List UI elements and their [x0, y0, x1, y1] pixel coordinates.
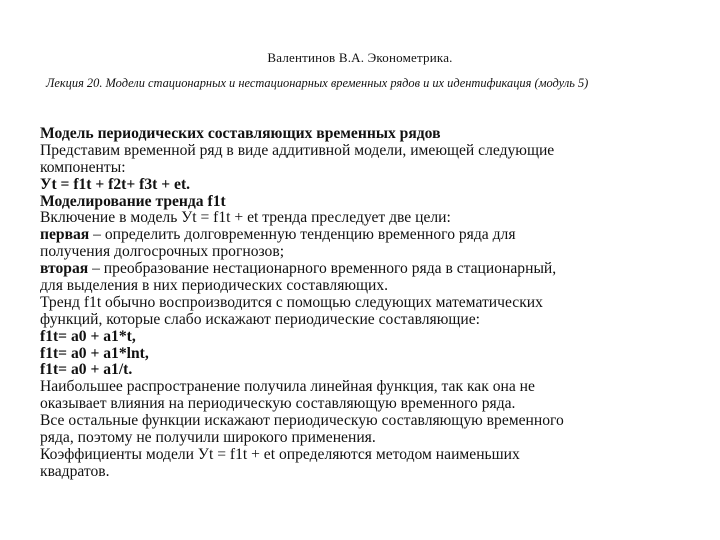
text-line: Коэффициенты модели Уt = f1t + et определяются методом наименьших: [40, 445, 520, 463]
text-line: получения долгосрочных прогнозов;: [40, 243, 285, 261]
text-line: ряда, поэтому не получили широкого применения.: [40, 429, 376, 447]
trend-subtitle: Моделирование тренда f1t: [40, 192, 226, 210]
model-formula: Уt = f1t + f2t+ f3t + et.: [40, 175, 191, 193]
first-goal-label: первая: [40, 226, 90, 244]
text-line: компоненты:: [40, 158, 126, 176]
text-line: квадратов.: [40, 462, 110, 480]
header-author-title: Валентинов В.А. Эконометрика.: [267, 50, 453, 65]
text-line: оказывает влияния на периодическую составляющую временного ряда.: [40, 395, 516, 413]
text-line: функций, которые слабо искажают периодические составляющие:: [40, 310, 480, 328]
second-goal-text: – преобразование нестационарного временного ряда в стационарный,: [88, 260, 557, 278]
second-goal-label: вторая: [40, 260, 89, 278]
first-goal-text: – определить долговременную тенденцию временного ряда для: [89, 226, 516, 244]
section-title: Модель периодических составляющих временных рядов: [40, 125, 441, 142]
trend-equation-hyperbolic: f1t= a0 + a1/t.: [40, 361, 133, 379]
document-body: [40, 126, 690, 481]
text-line: Все остальные функции искажают периодическую составляющую временного: [40, 412, 564, 430]
trend-equation-linear: f1t= a0 + a1*t,: [40, 327, 136, 345]
text-line: Наибольшее распространение получила линейная функция, так как она не: [40, 378, 535, 396]
text-line: Тренд f1t обычно воспроизводится с помощью следующих математических: [40, 293, 543, 311]
text-line: для выделения в них периодических составляющих.: [40, 277, 389, 295]
header-lecture-title: Лекция 20. Модели стационарных и нестационарных временных рядов и их идентификация (модуль 5): [46, 76, 589, 90]
text-line: Включение в модель Уt = f1t + et тренда преследует две цели:: [40, 209, 451, 227]
text-line: Представим временной ряд в виде аддитивной модели, имеющей следующие: [40, 141, 555, 159]
trend-equation-log: f1t= a0 + a1*lnt,: [40, 344, 149, 362]
